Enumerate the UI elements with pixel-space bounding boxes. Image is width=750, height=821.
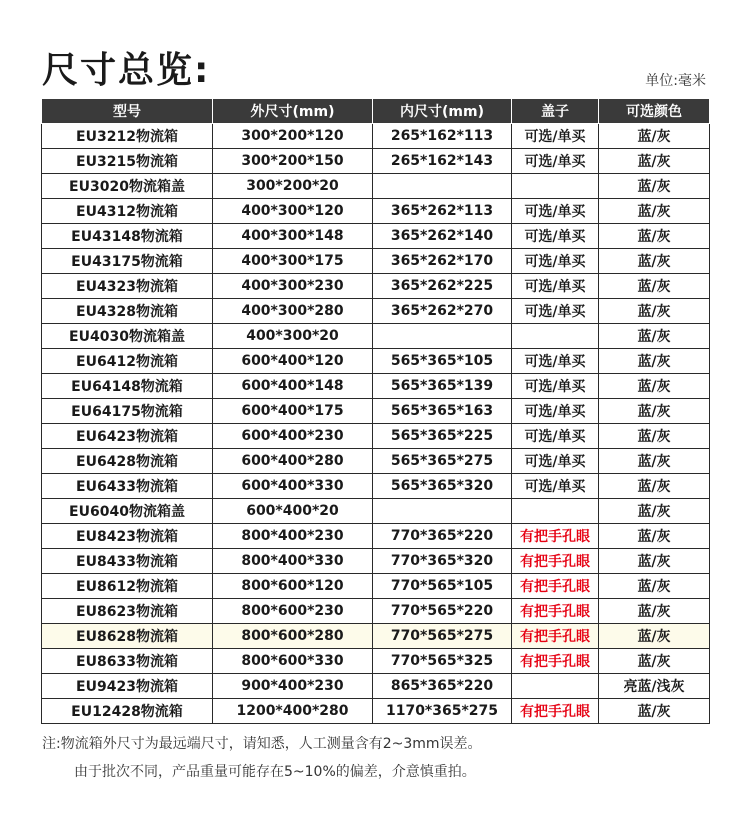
cell-model: EU43175物流箱 [42, 249, 213, 274]
cell-color: 蓝/灰 [599, 549, 710, 574]
note-line: 注:物流箱外尺寸为最远端尺寸，请知悉，人工测量含有2~3mm误差。 [42, 736, 482, 752]
cell-lid: 有把手孔眼 [512, 574, 599, 599]
table-row [42, 549, 710, 574]
cell-lid: 可选/单买 [512, 474, 599, 499]
cell-lid [512, 499, 599, 524]
cell-outer-size: 800*600*280 [213, 624, 373, 649]
header-color: 可选颜色 [599, 99, 710, 124]
table-row [42, 574, 710, 599]
cell-lid: 可选/单买 [512, 224, 599, 249]
cell-lid [512, 174, 599, 199]
table-row [42, 199, 710, 224]
size-table [41, 98, 710, 724]
table-row [42, 424, 710, 449]
table-row [42, 699, 710, 724]
cell-lid: 有把手孔眼 [512, 524, 599, 549]
cell-outer-size: 800*600*330 [213, 649, 373, 674]
table-row [42, 399, 710, 424]
cell-color: 蓝/灰 [599, 524, 710, 549]
cell-inner-size: 365*262*113 [373, 199, 512, 224]
cell-color: 蓝/灰 [599, 699, 710, 724]
cell-model: EU8628物流箱 [42, 624, 213, 649]
cell-model: EU64148物流箱 [42, 374, 213, 399]
cell-color: 蓝/灰 [599, 349, 710, 374]
cell-inner-size: 565*365*163 [373, 399, 512, 424]
cell-color: 蓝/灰 [599, 174, 710, 199]
cell-outer-size: 800*600*120 [213, 574, 373, 599]
cell-model: EU6040物流箱盖 [42, 499, 213, 524]
cell-model: EU6433物流箱 [42, 474, 213, 499]
cell-inner-size: 265*162*143 [373, 149, 512, 174]
cell-model: EU8612物流箱 [42, 574, 213, 599]
table-row [42, 349, 710, 374]
cell-lid: 有把手孔眼 [512, 649, 599, 674]
cell-inner-size: 865*365*220 [373, 674, 512, 699]
cell-lid: 可选/单买 [512, 349, 599, 374]
cell-model: EU3215物流箱 [42, 149, 213, 174]
cell-outer-size: 600*400*330 [213, 474, 373, 499]
cell-inner-size: 770*365*220 [373, 524, 512, 549]
table-row [42, 674, 710, 699]
cell-color: 蓝/灰 [599, 424, 710, 449]
cell-color: 蓝/灰 [599, 599, 710, 624]
table-row [42, 599, 710, 624]
cell-outer-size: 400*300*280 [213, 299, 373, 324]
cell-model: EU8423物流箱 [42, 524, 213, 549]
cell-model: EU8633物流箱 [42, 649, 213, 674]
cell-color: 蓝/灰 [599, 299, 710, 324]
cell-lid: 有把手孔眼 [512, 624, 599, 649]
cell-lid: 可选/单买 [512, 449, 599, 474]
cell-outer-size: 300*200*20 [213, 174, 373, 199]
table-row [42, 124, 710, 149]
cell-model: EU4328物流箱 [42, 299, 213, 324]
cell-inner-size: 365*262*140 [373, 224, 512, 249]
cell-color: 蓝/灰 [599, 474, 710, 499]
cell-lid: 有把手孔眼 [512, 699, 599, 724]
page-title: 尺寸总览: [42, 50, 211, 91]
header-model: 型号 [42, 99, 213, 124]
cell-inner-size [373, 174, 512, 199]
cell-color: 蓝/灰 [599, 149, 710, 174]
cell-inner-size: 770*365*320 [373, 549, 512, 574]
cell-color: 亮蓝/浅灰 [599, 674, 710, 699]
cell-inner-size: 565*365*139 [373, 374, 512, 399]
cell-outer-size: 400*300*120 [213, 199, 373, 224]
header-inner-size: 内尺寸(mm) [373, 99, 512, 124]
cell-outer-size: 600*400*148 [213, 374, 373, 399]
cell-outer-size: 800*600*230 [213, 599, 373, 624]
cell-color: 蓝/灰 [599, 124, 710, 149]
cell-color: 蓝/灰 [599, 374, 710, 399]
cell-inner-size: 365*262*270 [373, 299, 512, 324]
cell-lid: 可选/单买 [512, 299, 599, 324]
cell-lid [512, 674, 599, 699]
cell-model: EU4312物流箱 [42, 199, 213, 224]
cell-color: 蓝/灰 [599, 449, 710, 474]
cell-model: EU4030物流箱盖 [42, 324, 213, 349]
cell-inner-size [373, 499, 512, 524]
table-row [42, 499, 710, 524]
cell-lid: 可选/单买 [512, 399, 599, 424]
table-row [42, 474, 710, 499]
cell-lid: 可选/单买 [512, 124, 599, 149]
cell-color: 蓝/灰 [599, 399, 710, 424]
cell-outer-size: 800*400*330 [213, 549, 373, 574]
cell-model: EU64175物流箱 [42, 399, 213, 424]
cell-model: EU3020物流箱盖 [42, 174, 213, 199]
table-row [42, 299, 710, 324]
table-row [42, 224, 710, 249]
cell-lid: 可选/单买 [512, 199, 599, 224]
cell-inner-size: 265*162*113 [373, 124, 512, 149]
table-row [42, 524, 710, 549]
cell-outer-size: 300*200*120 [213, 124, 373, 149]
cell-model: EU6428物流箱 [42, 449, 213, 474]
table-row [42, 649, 710, 674]
table-row [42, 624, 710, 649]
cell-color: 蓝/灰 [599, 499, 710, 524]
cell-outer-size: 400*300*20 [213, 324, 373, 349]
cell-inner-size [373, 324, 512, 349]
note-line: 由于批次不同，产品重量可能存在5~10%的偏差，介意慎重拍。 [74, 764, 476, 780]
cell-outer-size: 900*400*230 [213, 674, 373, 699]
cell-color: 蓝/灰 [599, 649, 710, 674]
cell-outer-size: 400*300*230 [213, 274, 373, 299]
cell-model: EU3212物流箱 [42, 124, 213, 149]
cell-lid [512, 324, 599, 349]
cell-inner-size: 1170*365*275 [373, 699, 512, 724]
table-row [42, 374, 710, 399]
cell-lid: 可选/单买 [512, 424, 599, 449]
cell-model: EU6412物流箱 [42, 349, 213, 374]
cell-lid: 可选/单买 [512, 149, 599, 174]
cell-outer-size: 300*200*150 [213, 149, 373, 174]
cell-model: EU9423物流箱 [42, 674, 213, 699]
cell-outer-size: 600*400*175 [213, 399, 373, 424]
header-outer-size: 外尺寸(mm) [213, 99, 373, 124]
table-body [42, 124, 710, 724]
cell-outer-size: 400*300*148 [213, 224, 373, 249]
cell-lid: 可选/单买 [512, 274, 599, 299]
cell-inner-size: 770*565*220 [373, 599, 512, 624]
cell-color: 蓝/灰 [599, 574, 710, 599]
cell-inner-size: 565*365*275 [373, 449, 512, 474]
cell-inner-size: 565*365*320 [373, 474, 512, 499]
cell-outer-size: 600*400*230 [213, 424, 373, 449]
cell-model: EU4323物流箱 [42, 274, 213, 299]
table-row [42, 274, 710, 299]
cell-model: EU12428物流箱 [42, 699, 213, 724]
cell-inner-size: 365*262*225 [373, 274, 512, 299]
cell-model: EU43148物流箱 [42, 224, 213, 249]
cell-inner-size: 565*365*105 [373, 349, 512, 374]
table-row [42, 249, 710, 274]
cell-color: 蓝/灰 [599, 324, 710, 349]
header-lid: 盖子 [512, 99, 599, 124]
cell-outer-size: 1200*400*280 [213, 699, 373, 724]
table-row [42, 324, 710, 349]
cell-model: EU6423物流箱 [42, 424, 213, 449]
cell-color: 蓝/灰 [599, 199, 710, 224]
cell-lid: 有把手孔眼 [512, 599, 599, 624]
cell-outer-size: 600*400*120 [213, 349, 373, 374]
cell-inner-size: 365*262*170 [373, 249, 512, 274]
cell-lid: 有把手孔眼 [512, 549, 599, 574]
cell-color: 蓝/灰 [599, 624, 710, 649]
cell-inner-size: 565*365*225 [373, 424, 512, 449]
cell-lid: 可选/单买 [512, 249, 599, 274]
table-header-row [42, 99, 710, 124]
cell-inner-size: 770*565*105 [373, 574, 512, 599]
cell-inner-size: 770*565*275 [373, 624, 512, 649]
cell-inner-size: 770*565*325 [373, 649, 512, 674]
cell-model: EU8433物流箱 [42, 549, 213, 574]
cell-model: EU8623物流箱 [42, 599, 213, 624]
cell-color: 蓝/灰 [599, 224, 710, 249]
cell-color: 蓝/灰 [599, 249, 710, 274]
notes [42, 735, 722, 791]
table-row [42, 149, 710, 174]
cell-color: 蓝/灰 [599, 274, 710, 299]
cell-outer-size: 400*300*175 [213, 249, 373, 274]
cell-outer-size: 800*400*230 [213, 524, 373, 549]
cell-lid: 可选/单买 [512, 374, 599, 399]
table-row [42, 449, 710, 474]
cell-outer-size: 600*400*20 [213, 499, 373, 524]
table-row [42, 174, 710, 199]
cell-outer-size: 600*400*280 [213, 449, 373, 474]
unit-label: 单位:毫米 [645, 73, 706, 89]
